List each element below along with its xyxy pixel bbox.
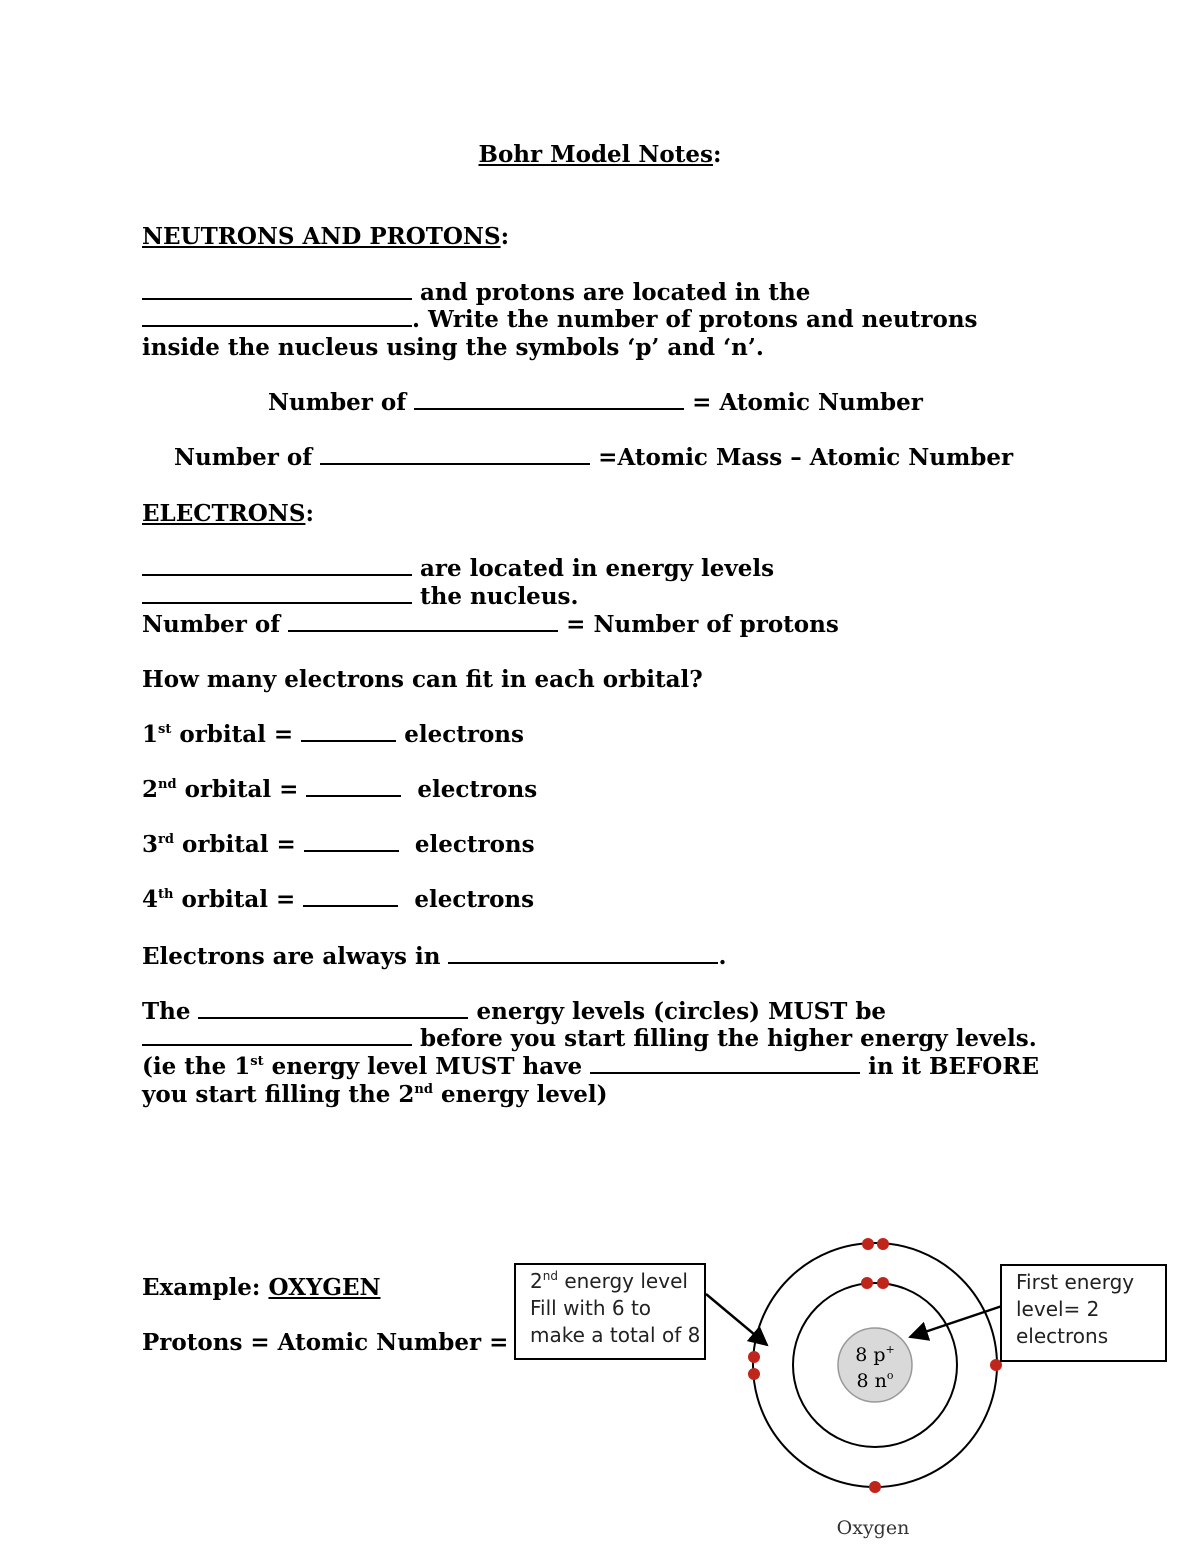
electron: [748, 1351, 760, 1363]
orbital-3: 3rd orbital = electrons: [142, 831, 535, 858]
rule-line-2: before you start filling the higher energy levels.: [142, 1025, 1037, 1053]
nucleus-protons-label: 8 p+: [855, 1343, 895, 1366]
nucleus-neutrons-label: 8 $n^o$: [856, 1369, 894, 1392]
question: How many electrons can fit in each orbital?: [142, 666, 703, 693]
callout-second-energy-level: [514, 1263, 706, 1360]
np-line-1: and protons are located in the: [142, 279, 810, 307]
np-line-3: inside the nucleus using the symbols ‘p’ and ‘n’.: [142, 334, 764, 361]
callout-left-line-2: Fill with 6 to: [530, 1296, 652, 1320]
callout-right-line-1: First energy: [1016, 1270, 1135, 1294]
el-line-3: Number of = Number of protons: [142, 611, 839, 638]
equation-atomic-number: Number of = Atomic Number: [268, 389, 923, 416]
section-heading-neutrons-protons: NEUTRONS AND PROTONS:: [142, 223, 510, 250]
electron: [862, 1238, 874, 1250]
electron: [869, 1481, 881, 1493]
el-line-2: the nucleus.: [142, 583, 579, 611]
callout-left-line-1: 2nd energy level: [530, 1269, 688, 1293]
callout-left-line-3: make a total of 8: [530, 1323, 701, 1347]
orbital-2: 2nd orbital = electrons: [142, 776, 538, 803]
electron: [861, 1277, 873, 1289]
np-line-2: . Write the number of protons and neutrons: [142, 306, 978, 334]
callout-right-line-2: level= 2: [1016, 1297, 1100, 1321]
orbital-4: 4th orbital = electrons: [142, 886, 535, 913]
el-line-1: are located in energy levels: [142, 555, 774, 583]
orbital-1: 1st orbital = electrons: [142, 721, 524, 748]
rule-line-3: (ie the 1st energy level MUST have in it BEFORE: [142, 1053, 1039, 1080]
electron: [877, 1277, 889, 1289]
electrons-always-line: Electrons are always in .: [142, 943, 727, 970]
example-label: Example: OXYGEN: [142, 1274, 381, 1301]
arrow-second-level: [706, 1294, 767, 1345]
page-title: Bohr Model Notes:: [478, 141, 722, 168]
callout-right-line-3: electrons: [1016, 1324, 1109, 1348]
electron: [748, 1368, 760, 1380]
section-heading-electrons: ELECTRONS:: [142, 500, 314, 527]
equation-atomic-mass: Number of =Atomic Mass – Atomic Number: [174, 444, 1014, 471]
protons-line: Protons = Atomic Number =: [142, 1329, 509, 1356]
rule-line-4: you start filling the 2nd energy level): [142, 1081, 608, 1108]
rule-line-1: The energy levels (circles) MUST be: [142, 998, 887, 1025]
electron: [877, 1238, 889, 1250]
diagram-caption: Oxygen: [836, 1517, 910, 1539]
callout-first-energy-level: [1000, 1264, 1167, 1362]
